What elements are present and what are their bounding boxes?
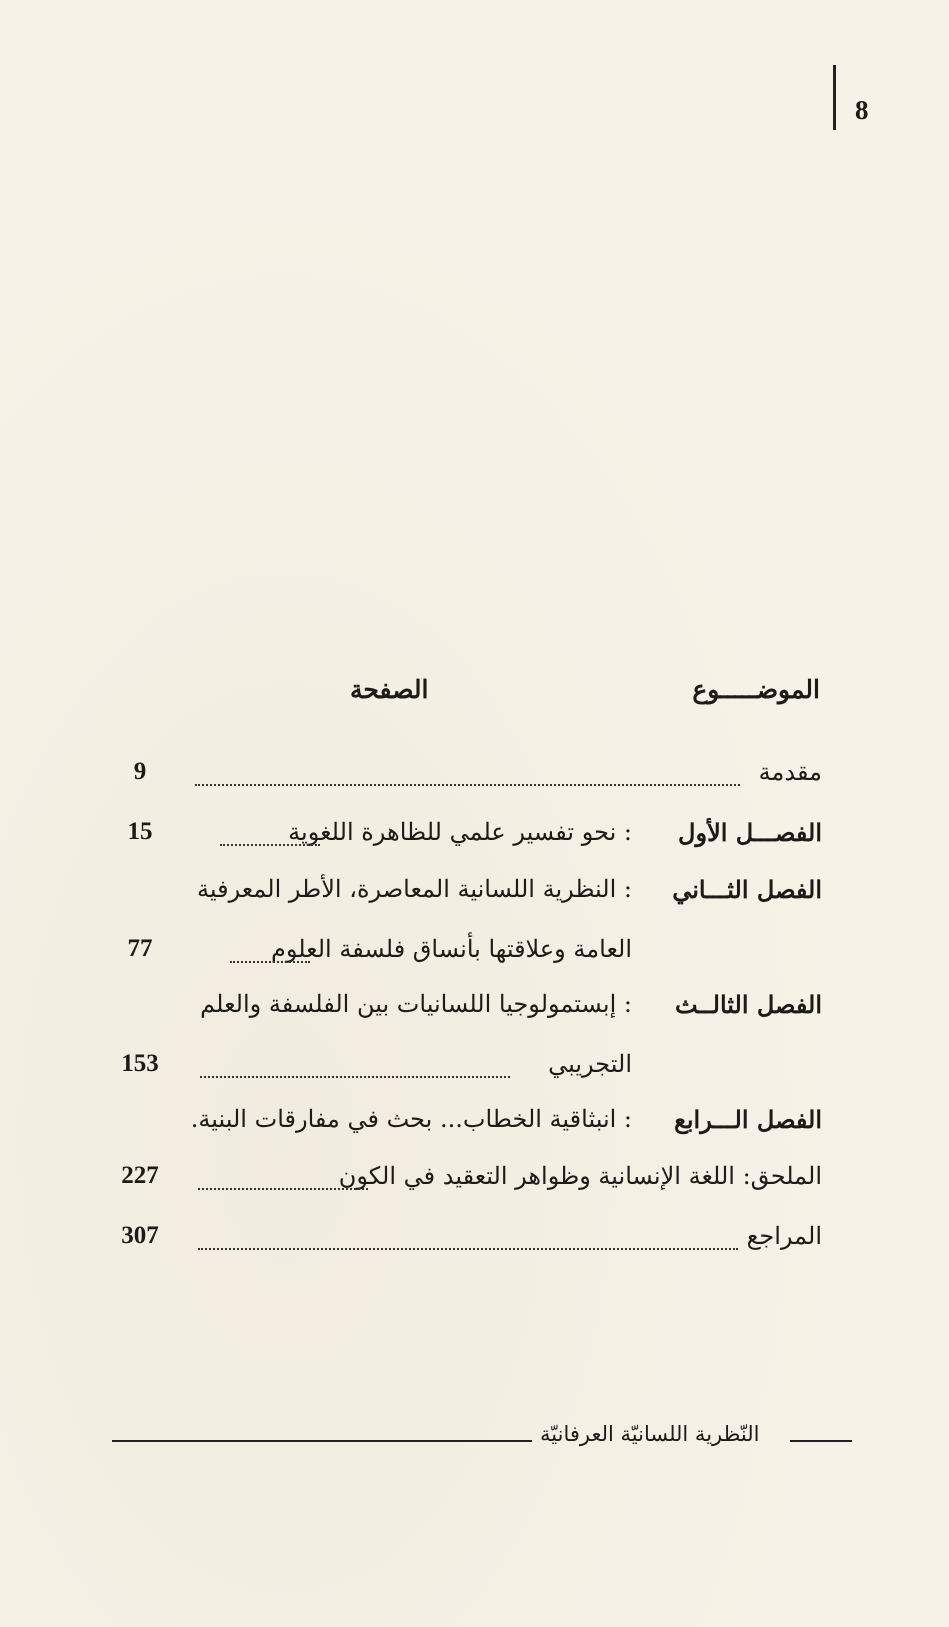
page-column-header: الصفحة [350, 675, 429, 704]
toc-entry-appendix [110, 1162, 822, 1206]
entry-page-number: 153 [121, 1050, 159, 1077]
footer-rule-right [790, 1440, 852, 1442]
chapter-label: الفصل الـــرابع [674, 1105, 822, 1134]
entry-page-number: 227 [121, 1162, 159, 1189]
toc-entry-chapter-1 [110, 818, 822, 862]
entry-page-number: 77 [127, 935, 153, 962]
entry-page-number: 15 [127, 818, 153, 845]
toc-entry-chapter-2 [110, 875, 822, 919]
toc-entry-chapter-4 [110, 1105, 822, 1149]
footer-book-title: النّظرية اللسانيّة العرفانيّة [540, 1422, 760, 1446]
entry-label: الملحق: اللغة الإنسانية وظواهر التعقيد في الكون [338, 1162, 822, 1190]
chapter-label: الفصل الثـــاني [672, 875, 822, 904]
chapter-label: الفصل الثالــث [675, 990, 822, 1019]
chapter-label: الفصـــل الأول [678, 818, 822, 847]
leader-dots [220, 844, 320, 846]
chapter-title-continuation: التجريبي [548, 1050, 632, 1078]
chapter-title: : النظرية اللسانية المعاصرة، الأطر المعرفية [196, 875, 632, 903]
entry-label: مقدمة [758, 758, 822, 786]
topic-column-header: الموضـــــوع [692, 675, 820, 704]
leader-dots [200, 1076, 510, 1078]
entry-label: المراجع [746, 1222, 822, 1250]
toc-entry-chapter-3-continuation [110, 1050, 822, 1094]
entry-page-number: 307 [121, 1222, 159, 1249]
toc-header [100, 675, 820, 715]
toc-entry-chapter-3 [110, 990, 822, 1034]
footer-rule-left [112, 1440, 532, 1442]
chapter-title: : انبثاقية الخطاب... بحث في مفارقات البنية. [190, 1105, 632, 1133]
toc-entry-introduction [110, 758, 822, 802]
chapter-title: : إبستمولوجيا اللسانيات بين الفلسفة والعلم [200, 990, 632, 1018]
leader-dots [198, 1248, 738, 1250]
leader-dots [198, 1188, 368, 1190]
page-number: 8 [855, 95, 869, 125]
leader-dots [195, 784, 740, 786]
chapter-title: : نحو تفسير علمي للظاهرة اللغوية [288, 818, 632, 846]
toc-entry-chapter-2-continuation [110, 935, 822, 979]
leader-dots [230, 961, 310, 963]
entry-page-number: 9 [133, 758, 147, 785]
page-number-divider [833, 65, 836, 130]
toc-entry-references [110, 1222, 822, 1266]
chapter-title-continuation: العامة وعلاقتها بأنساق فلسفة العلوم [270, 935, 632, 963]
